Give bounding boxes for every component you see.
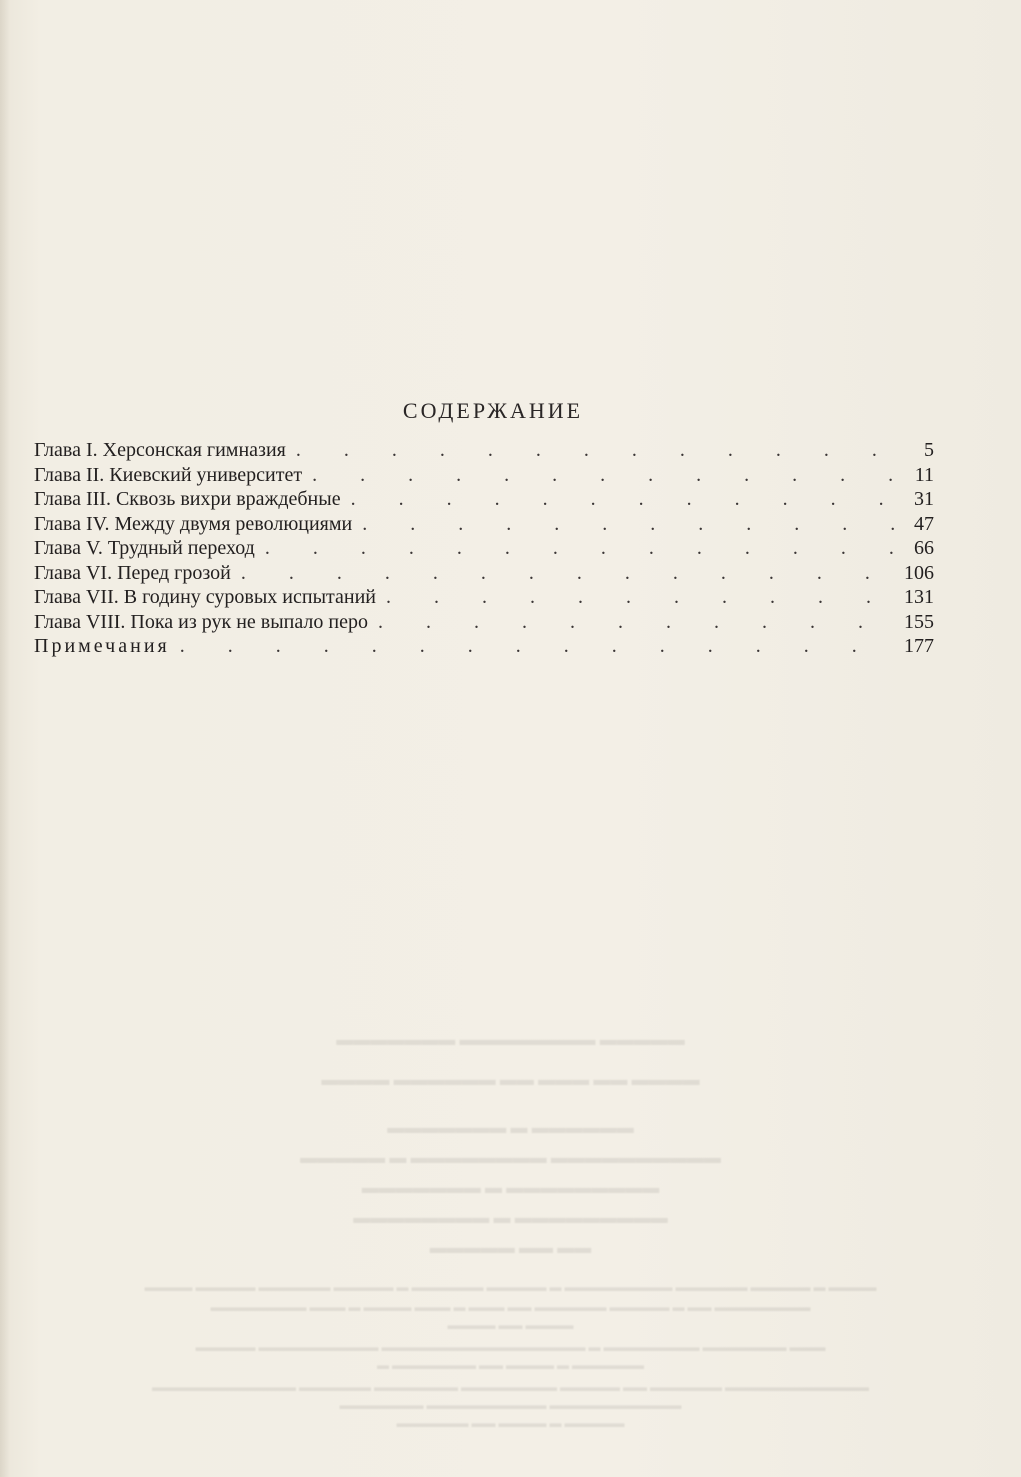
toc-entry bbox=[34, 634, 934, 659]
toc-entry-label: Примечания bbox=[34, 635, 170, 657]
toc-entry-label: Глава I. Херсонская гимназия bbox=[34, 439, 286, 461]
toc-entry bbox=[34, 438, 934, 463]
table-of-contents bbox=[34, 398, 934, 659]
toc-entry-label: Глава VII. В годину суровых испытаний bbox=[34, 586, 376, 608]
toc-entry-label: Глава V. Трудный переход bbox=[34, 537, 255, 559]
toc-entry-page: 106 bbox=[904, 561, 934, 584]
toc-entry-label: Глава III. Сквозь вихри враждебные bbox=[34, 488, 341, 510]
toc-leader-dots bbox=[386, 585, 896, 610]
toc-entry-page: 131 bbox=[904, 586, 934, 608]
toc-leader-dots bbox=[296, 438, 896, 463]
toc-entry-page: 155 bbox=[904, 610, 934, 633]
toc-leader-dots bbox=[312, 463, 896, 488]
toc-entry bbox=[34, 610, 934, 635]
toc-entry-label: Глава II. Киевский университет bbox=[34, 463, 303, 486]
toc-entry-page: 11 bbox=[914, 463, 934, 486]
toc-entry-label: Глава VI. Перед грозой bbox=[34, 561, 231, 584]
toc-entry-page: 31 bbox=[914, 488, 934, 510]
toc-leader-dots bbox=[241, 561, 896, 586]
toc-entry bbox=[34, 512, 934, 537]
toc-entry bbox=[34, 561, 934, 586]
toc-entry-label: Глава IV. Между двумя революциями bbox=[34, 512, 353, 535]
toc-entry bbox=[34, 463, 934, 488]
toc-list bbox=[34, 438, 934, 659]
toc-leader-dots bbox=[265, 536, 896, 561]
toc-entry bbox=[34, 536, 934, 561]
toc-title: СОДЕРЖАНИЕ bbox=[402, 398, 584, 423]
toc-leader-dots bbox=[351, 487, 896, 512]
toc-entry-page: 5 bbox=[924, 439, 934, 461]
toc-entry-page: 47 bbox=[914, 512, 934, 535]
toc-entry-page: 177 bbox=[904, 635, 934, 657]
show-through-imprint: ▬▬▬▬▬ ▬▬▬▬▬▬▬▬ ▬▬▬▬▬▬▬ ▬▬▬▬ ▬▬ ▬▬▬ ▬▬ ▬▬▬▬▬▬ ▬▬▬▬ ▬▬▬▬▬▬ ▬ ▬▬▬▬▬▬▬ ▬▬▬▬▬▬▬▬▬▬ ▬▬▬▬▬▬▬▬ ▬ ▬▬▬▬▬ ▬▬▬▬▬▬▬▬▬ ▬ ▬▬▬▬▬▬▬ ▬▬▬▬▬▬▬▬▬ ▬ ▬▬▬▬▬▬▬▬ ▬▬ ▬▬ ▬▬▬▬▬ ▬▬▬▬ ▬ ▬▬▬▬▬ ▬▬▬▬▬▬ ▬▬▬▬▬▬▬▬▬ ▬ ▬▬▬▬▬ ▬▬▬▬▬▬ ▬ ▬▬▬▬▬ ▬▬▬▬▬▬ ▬▬▬▬▬ ▬▬▬▬ ▬▬▬▬▬▬▬▬ ▬▬ ▬ ▬▬▬▬▬ ▬▬▬▬▬▬ ▬▬ ▬▬▬ ▬ ▬▬▬ ▬▬▬▬ ▬ ▬▬▬ ▬▬▬▬▬▬▬▬ ▬▬▬▬ ▬▬ ▬▬▬▬ ▬▬▬ ▬▬▬▬▬▬▬ ▬▬▬▬▬▬▬▬ ▬ ▬▬▬▬▬▬▬▬▬▬▬▬▬▬▬▬▬ ▬▬▬▬▬▬▬▬▬▬ ▬▬▬▬▬ ▬▬▬▬▬▬ ▬ ▬▬▬▬ ▬▬ ▬▬▬▬▬▬▬ ▬ ▬▬▬▬▬▬▬▬▬▬▬▬ ▬▬▬▬▬▬ ▬▬ ▬▬▬▬▬ ▬▬▬▬▬▬▬▬ ▬▬▬▬▬▬▬ ▬▬▬▬▬▬ ▬▬▬▬▬▬▬▬▬▬▬▬ ▬▬▬▬▬▬▬▬▬▬▬ ▬▬▬▬▬▬▬▬▬▬ ▬▬▬▬▬▬▬ ▬▬▬▬▬ ▬ ▬▬▬▬ ▬▬ ▬▬▬▬▬▬ bbox=[144, 1030, 877, 1430]
toc-leader-dots bbox=[362, 512, 896, 537]
toc-entry bbox=[34, 585, 934, 610]
toc-entry-label: Глава VIII. Пока из рук не выпало перо bbox=[34, 610, 368, 633]
toc-leader-dots bbox=[180, 634, 896, 659]
toc-entry-page: 66 bbox=[914, 537, 934, 559]
toc-leader-dots bbox=[378, 610, 896, 635]
toc-entry bbox=[34, 487, 934, 512]
